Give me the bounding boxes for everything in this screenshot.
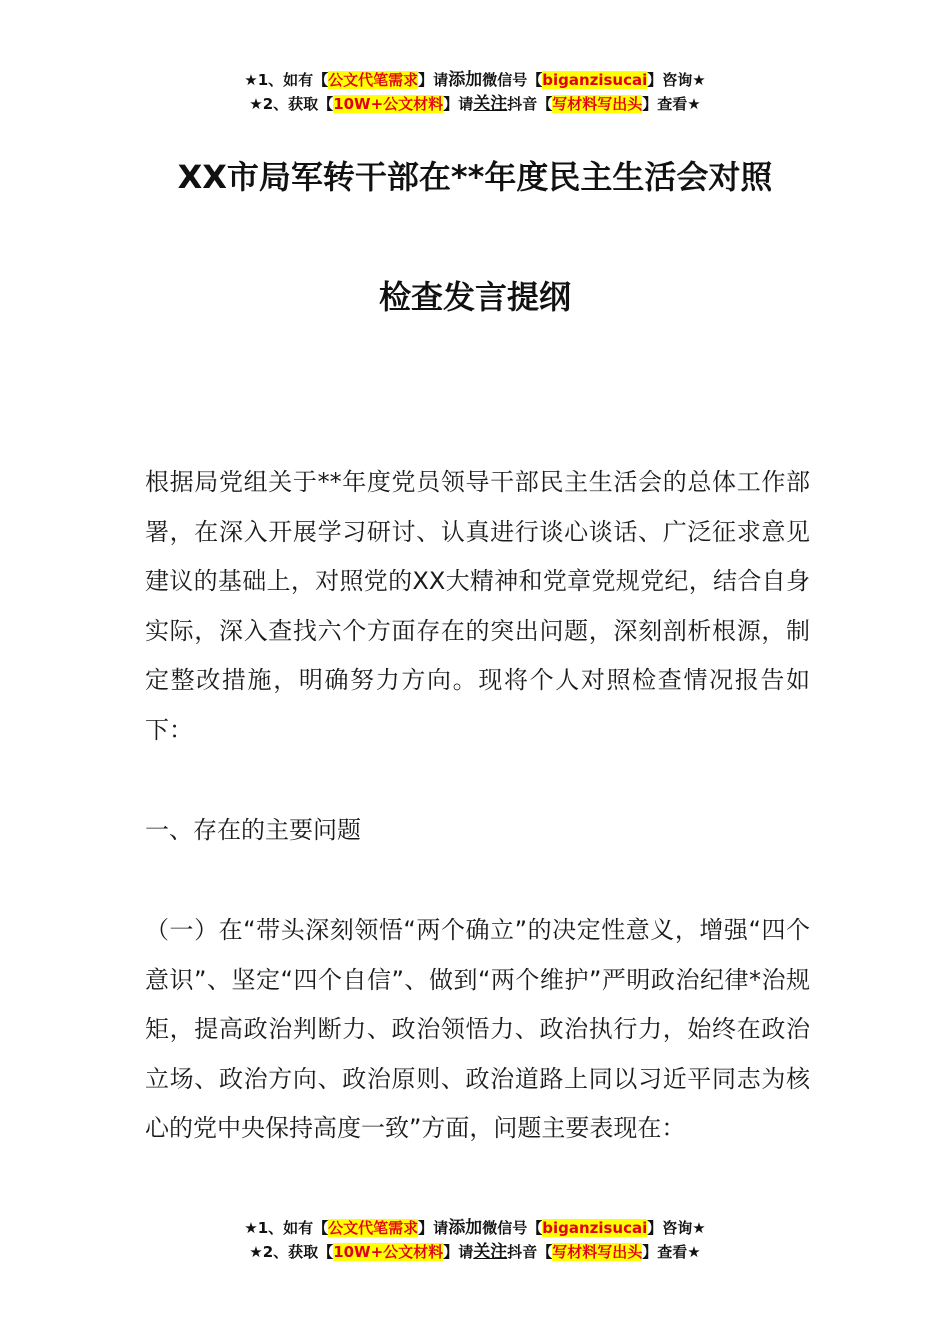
banner-highlight: biganzisucai bbox=[542, 71, 648, 89]
banner-emphasis: 关注 bbox=[473, 1242, 508, 1262]
banner-text: ★2、获取【 bbox=[249, 1243, 334, 1261]
banner-highlight: 公文代笔需求 bbox=[328, 1219, 419, 1237]
banner-text: 】查看★ bbox=[642, 95, 701, 113]
banner-text: 微信号【 bbox=[482, 1219, 543, 1237]
footer-banner bbox=[0, 1216, 950, 1264]
banner-text: 抖音【 bbox=[507, 95, 553, 113]
banner-emphasis: 添加 bbox=[448, 70, 483, 90]
banner-text: ★2、获取【 bbox=[249, 95, 334, 113]
banner-text: 】请 bbox=[443, 95, 474, 113]
banner-highlight: biganzisucai bbox=[542, 1219, 648, 1237]
banner-highlight: 写材料写出头 bbox=[552, 95, 643, 113]
banner-highlight: 10W+公文材料 bbox=[333, 95, 444, 113]
banner-emphasis: 添加 bbox=[448, 1218, 483, 1238]
banner-highlight: 10W+公文材料 bbox=[333, 1243, 444, 1261]
banner-emphasis: 关注 bbox=[473, 94, 508, 114]
document-title-line-1: XX市局军转干部在**年度民主生活会对照 bbox=[177, 158, 773, 196]
banner-line-2 bbox=[0, 1240, 950, 1264]
section-item-paragraph: （一）在“带头深刻领悟“两个确立”的决定性意义，增强“四个意识”、坚定“四个自信”、做到“两个维护”严明政治纪律*治规矩，提高政治判断力、政治领悟力、政治执行力，始终在政治立场、政治方向、政治原则、政治道路上同以习近平同志为核心的党中央保持高度一致”方面，问题主要表现在： bbox=[145, 916, 810, 1142]
header-banner bbox=[0, 68, 950, 116]
intro-paragraph: 根据局党组关于**年度党员领导干部民主生活会的总体工作部署，在深入开展学习研讨、认真进行谈心谈话、广泛征求意见建议的基础上，对照党的XX大精神和党章党规党纪，结合自身实际，深入查找六个方面存在的突出问题，深刻剖析根源，制定整改措施，明确努力方向。现将个人对照检查情况报告如下： bbox=[145, 468, 810, 744]
banner-line-1 bbox=[0, 68, 950, 92]
banner-text: ★1、如有【 bbox=[244, 1219, 329, 1237]
banner-text: 】查看★ bbox=[642, 1243, 701, 1261]
section-heading: 一、存在的主要问题 bbox=[145, 816, 361, 844]
banner-text: 微信号【 bbox=[482, 71, 543, 89]
banner-text: 】请 bbox=[443, 1243, 474, 1261]
banner-text: ★1、如有【 bbox=[244, 71, 329, 89]
banner-line-1 bbox=[0, 1216, 950, 1240]
banner-text: 】请 bbox=[418, 71, 449, 89]
banner-highlight: 写材料写出头 bbox=[552, 1243, 643, 1261]
document-title-line-2: 检查发言提纲 bbox=[378, 278, 571, 316]
banner-text: 】咨询★ bbox=[647, 71, 706, 89]
banner-text: 】请 bbox=[418, 1219, 449, 1237]
banner-text: 】咨询★ bbox=[647, 1219, 706, 1237]
banner-text: 抖音【 bbox=[507, 1243, 553, 1261]
banner-highlight: 公文代笔需求 bbox=[328, 71, 419, 89]
banner-line-2 bbox=[0, 92, 950, 116]
